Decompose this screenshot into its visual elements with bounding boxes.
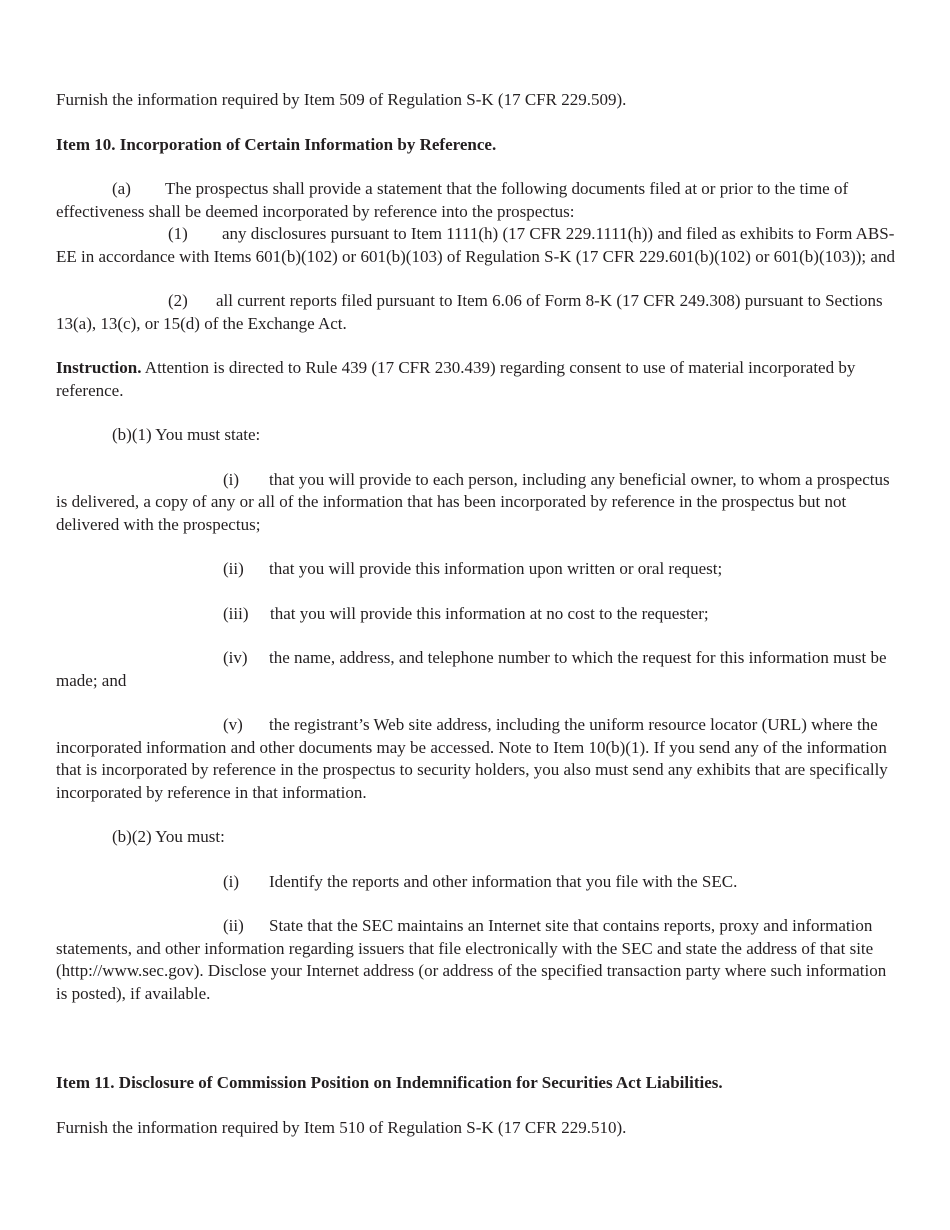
item10-a2-label: (2): [168, 291, 188, 310]
b1-item-ii-text: that you will provide this information upon written or oral request;: [269, 559, 723, 578]
b1-item-i-label: (i): [223, 469, 240, 489]
document-page: [56, 89, 896, 1139]
item10-a1-label: (1): [168, 224, 188, 243]
item9-text: Furnish the information required by Item 509 of Regulation S-K (17 CFR 229.509).: [56, 90, 627, 109]
b2-intro: (b)(2) You must:: [112, 827, 225, 846]
item10-a-text: The prospectus shall provide a statement that the following documents filed at or prior to the time of effectiveness shall be deemed incorporated by reference into the prospectus:: [56, 179, 849, 221]
b1-item-iv-label: (iv): [223, 648, 248, 667]
item10-a1-text: any disclosures pursuant to Item 1111(h) (17 CFR 229.1111(h)) and filed as exhibits to Form ABS-EE in accordance with Items 601(b)(102) or 601(b)(103) of Regulation S-K (17 CFR 229.601(b)(102) or 601(b)(103)); and: [56, 224, 895, 266]
item11-text: Furnish the information required by Item 510 of Regulation S-K (17 CFR 229.510).: [56, 1117, 627, 1137]
item10-heading: Item 10. Incorporation of Certain Information by Reference.: [56, 134, 497, 154]
b2-item-i-label: (i): [223, 871, 240, 891]
instruction-text: Attention is directed to Rule 439 (17 CFR 230.439) regarding consent to use of material incorporated by reference.: [56, 358, 856, 400]
b2-item-ii-text: State that the SEC maintains an Internet site that contains reports, proxy and information statements, and other information regarding issuers that file electronically with the SEC and state the address of that site (http://www.sec.gov). Disclose your Internet address (or address of the specified transaction party where such information is posted), if available.: [56, 916, 887, 1003]
b2-item-i-text: Identify the reports and other information that you file with the SEC.: [269, 871, 738, 891]
b2-item-ii: [56, 915, 896, 1005]
b1-item-iii-label: (iii): [223, 603, 249, 623]
b1-intro: (b)(1) You must state:: [112, 425, 261, 444]
b1-item-iii-text: that you will provide this information at no cost to the requester;: [270, 603, 709, 623]
b1-item-ii: [56, 558, 896, 581]
item10-a1-paragraph: [56, 223, 896, 268]
b1-item-iii: [56, 603, 896, 626]
b1-item-iv: [56, 647, 896, 692]
b1-item-ii-label: (ii): [223, 559, 244, 578]
item10-a2-paragraph: [56, 290, 896, 335]
b1-item-v-text: the registrant’s Web site address, including the uniform resource locator (URL) where the incorporated information and other documents may be accessed. Note to Item 10(b)(1). If you send any of the information that is incorporated by reference in the prospectus to security holders, you also must send any exhibits that are specifically incorporated by reference in that information.: [56, 715, 888, 802]
b2-item-ii-label: (ii): [223, 916, 244, 935]
b1-item-i: [56, 469, 896, 537]
instruction-paragraph: [56, 357, 896, 402]
item10-a-paragraph: [56, 178, 896, 223]
item11-heading: Item 11. Disclosure of Commission Position on Indemnification for Securities Act Liabilities.: [56, 1073, 723, 1092]
b2-item-i: [56, 871, 896, 894]
b1-item-v: [56, 714, 896, 804]
b1-item-i-text: that you will provide to each person, including any beneficial owner, to whom a prospectus is delivered, a copy of any or all of the information that has been incorporated by reference in the prospectus but not delivered with the prospectus;: [56, 469, 890, 534]
item10-a2-text: all current reports filed pursuant to Item 6.06 of Form 8-K (17 CFR 249.308) pursuant to Sections 13(a), 13(c), or 15(d) of the Exchange Act.: [56, 291, 883, 333]
instruction-label: Instruction.: [56, 358, 142, 377]
b1-item-iv-text: the name, address, and telephone number to which the request for this information must be made; and: [56, 648, 887, 690]
item10-a-label: (a): [112, 179, 131, 198]
b1-item-v-label: (v): [223, 715, 243, 734]
